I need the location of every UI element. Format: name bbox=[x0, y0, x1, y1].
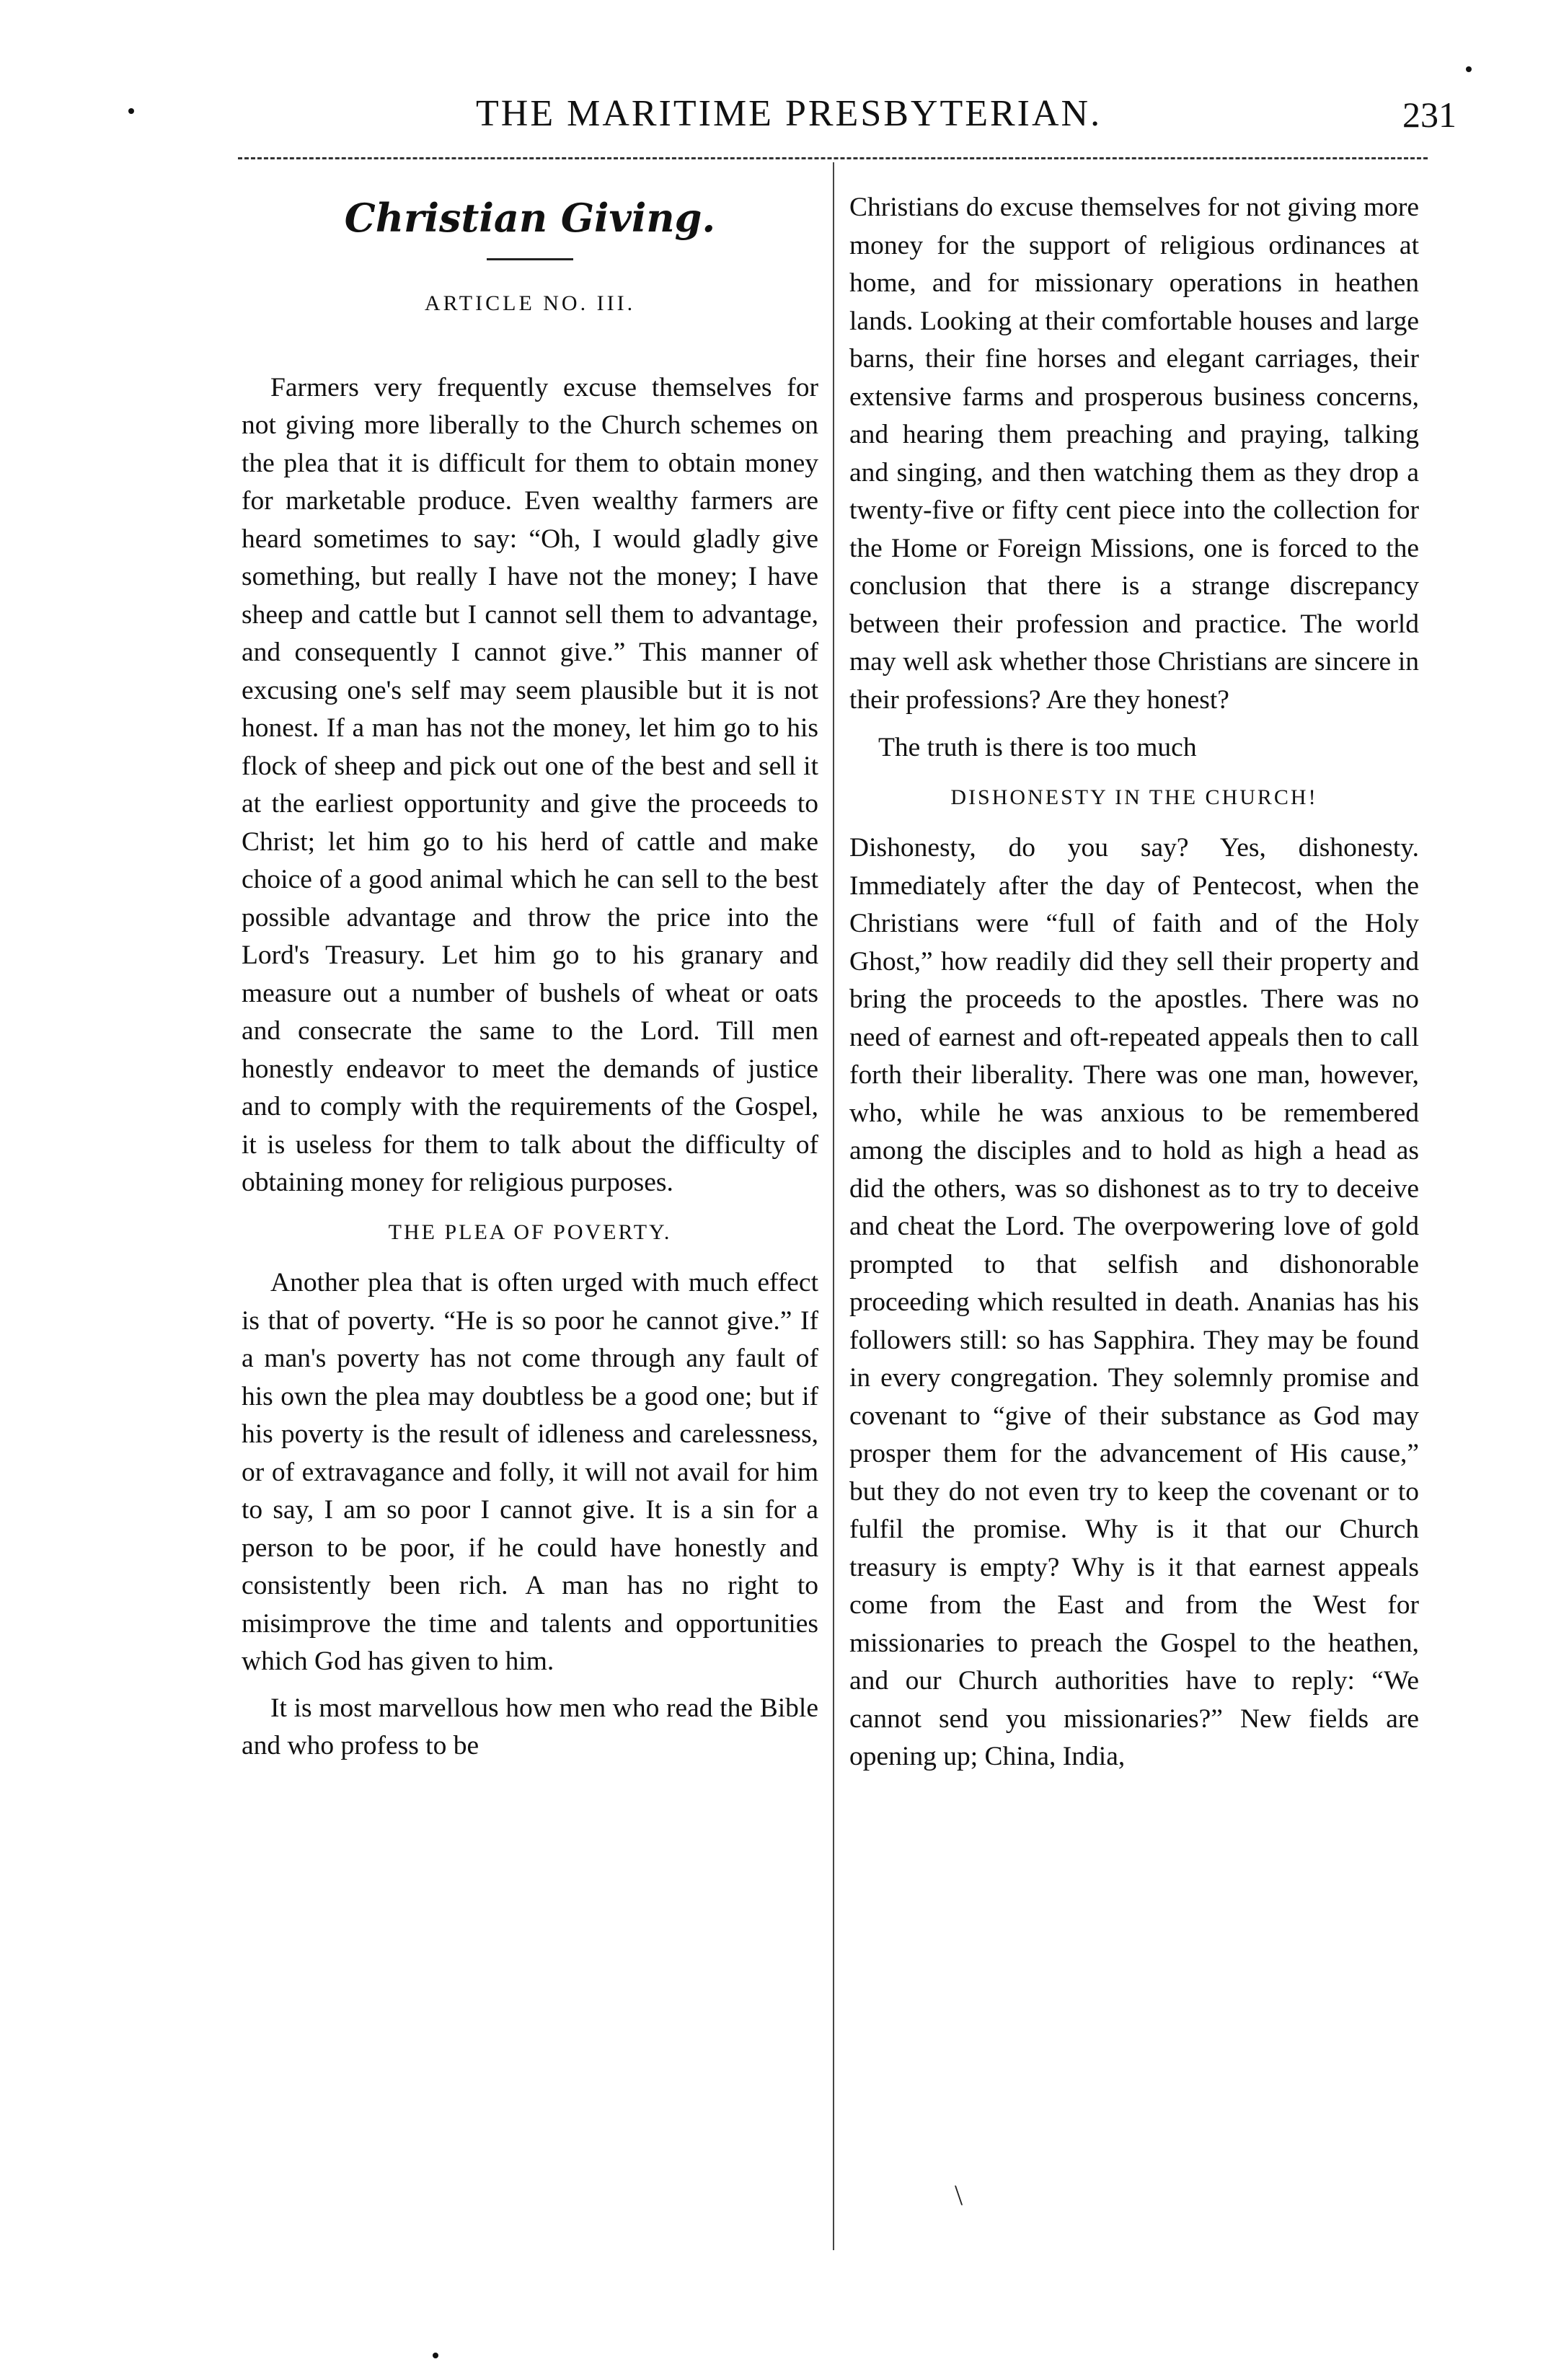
section-title: Christian Giving. bbox=[344, 195, 716, 241]
column-divider bbox=[833, 162, 834, 2250]
running-header bbox=[231, 92, 1456, 150]
subheading: DISHONESTY IN THE CHURCH! bbox=[950, 785, 1318, 809]
paragraph: Farmers very frequently excuse themselves for not giving more liberally to the Church schemes on the plea that it is difficult for them to obtain money for marketable produce. Even wealthy farmers are heard sometimes to say: “Oh, I would gladly give something, but really I have not the money; I have sheep and cattle but I cannot sell them to advantage, and consequently I cannot give.” This manner of excusing one's self may seem plausible but it is not honest. If a man has not the money, let him go to his flock of sheep and pick out one of the best and sell it at the earliest opportunity and give the proceeds to Christ; let him go to his herd of cattle and make choice of a good animal which he can sell to the best possible advantage and throw the price into the Lord's Treasury. Let him go to his granary and measure out a number of bushels of wheat or oats and consecrate the same to the Lord. Till men honestly endeavor to meet the demands of justice and to comply with the requirements of the Gospel, it is useless for them to talk about the difficulty of obtaining money for religious purposes. bbox=[242, 372, 818, 1197]
article-number: ARTICLE NO. III. bbox=[424, 291, 636, 315]
header-rule bbox=[238, 157, 1428, 159]
paragraph: Dishonesty, do you say? Yes, dishonesty. Immediately after the day of Pentecost, when the Christians were “full of faith and of the Holy Ghost,” how readily did they sell their property and bring the proceeds to the apostles. There was no need of earnest and oft-repeated appeals then to call forth their liberality. There was one man, however, who, while he was anxious to be remembered among the disciples and to hold as high a head as did the others, was so dishonest as to try to deceive and cheat the Lord. The overpowering love of gold prompted to that selfish and dishonorable proceeding which resulted in death. Ananias has his followers still: so has Sapphira. They may be found in every congregation. They solemnly promise and covenant to “give of their substance as God may prosper them for the advancement of His cause,” but they do not even try to keep the covenant or to fulfil the promise. Why is it that our Church treasury is empty? Why is it that earnest appeals come from the East and from the West for missionaries to preach the Gospel to the heathen, and our Church authorities have to reply: “We cannot send you missionaries?” New fields are opening up; China, India, bbox=[849, 833, 1419, 1771]
paragraph: Another plea that is often urged with much effect is that of poverty. “He is so poor he cannot give.” If a man's poverty has not come through any fault of his own the plea may doubtless be a good one; but if his poverty is the result of idleness and carelessness, or of extravagance and folly, it will not avail for him to say, I am so poor I cannot give. It is a sin for a person to be poor, if he could have honestly and consistently been rich. A man has no right to misimprove the time and talents and opportunities which God has given to him. bbox=[242, 1268, 818, 1676]
paragraph: The truth is there is too much bbox=[878, 733, 1197, 762]
paragraph: It is most marvellous how men who read the Bible and who profess to be bbox=[242, 1693, 818, 1760]
title-rule bbox=[487, 258, 573, 260]
paragraph: Christians do excuse themselves for not giving more money for the support of religious ordinances at home, and for missionary operations in heathen lands. Looking at their comfortable houses and large barns, their fine horses and elegant carriages, their extensive farms and prosperous business concerns, and hearing them preaching and praying, talking and singing, and then watching them as they drop a twenty-five or fifty cent piece into the collection for the Home or Foreign Missions, one is forced to the conclusion that there is a strange discrepancy between their profession and practice. The world may well ask whether those Christians are sincere in their professions? Are they honest? bbox=[849, 193, 1419, 715]
left-column bbox=[242, 189, 818, 1766]
print-speck bbox=[1466, 66, 1472, 72]
right-column bbox=[849, 189, 1419, 1776]
subheading: THE PLEA OF POVERTY. bbox=[388, 1220, 672, 1244]
footer-mark: \ bbox=[955, 2179, 963, 2211]
print-speck bbox=[433, 2353, 438, 2358]
print-speck bbox=[128, 108, 134, 114]
page-number: 231 bbox=[1402, 94, 1456, 135]
publication-title: THE MARITIME PRESBYTERIAN. bbox=[476, 93, 1102, 134]
